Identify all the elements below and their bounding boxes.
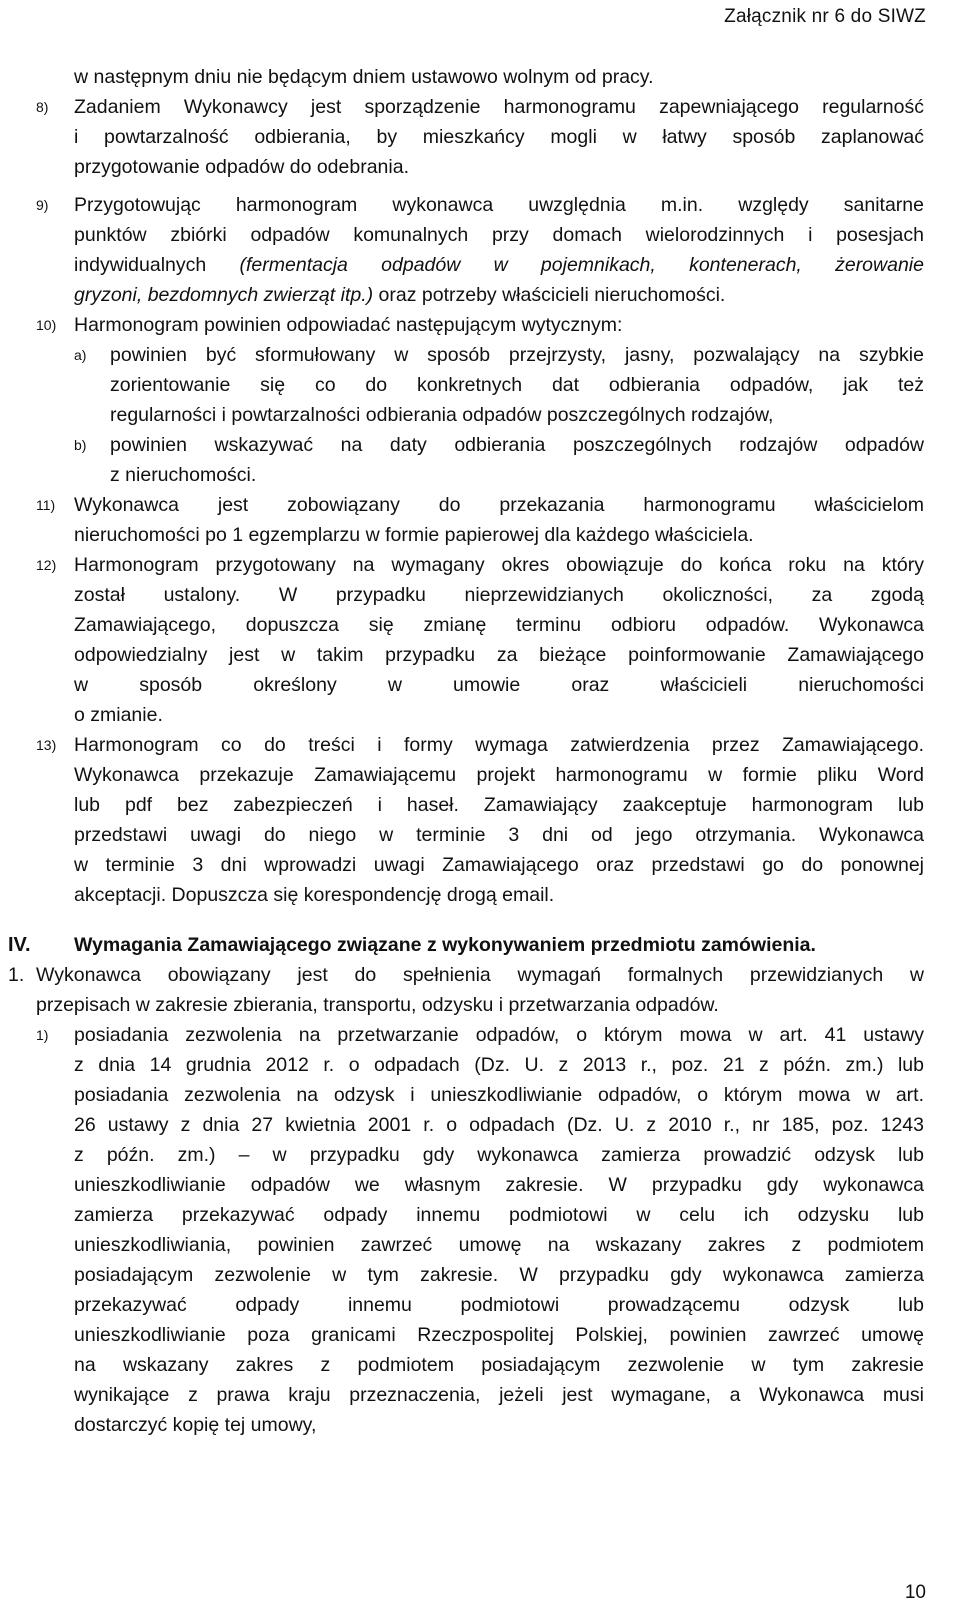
list-number: b)	[74, 437, 87, 453]
text-line: 26 ustawy z dnia 27 kwietnia 2001 r. o odpadach (Dz. U. z 2010 r., nr 185, poz. 1243	[74, 1114, 924, 1136]
text-line: został ustalony. W przypadku nieprzewidzianych okoliczności, za zgodą	[74, 584, 924, 606]
text-line: posiadania zezwolenia na odzysk i unieszkodliwianie odpadów, o którym mowa w art.	[74, 1084, 924, 1106]
text-line: i powtarzalność odbierania, by mieszkańcy mogli w łatwy sposób zaplanować	[74, 126, 924, 148]
text-line: unieszkodliwiania, powinien zawrzeć umowę na wskazany zakres z podmiotem	[74, 1234, 924, 1256]
list-number: 11)	[36, 497, 56, 513]
list-number: a)	[74, 347, 87, 363]
text-line: Zamawiającego, dopuszcza się zmianę terminu odbioru odpadów. Wykonawca	[74, 614, 924, 636]
text-line: Harmonogram przygotowany na wymagany okres obowiązuje do końca roku na który	[74, 554, 924, 576]
list-number: 12)	[36, 557, 57, 573]
text-line: przygotowanie odpadów do odebrania.	[74, 156, 409, 178]
text-line: posiadania zezwolenia na przetwarzanie odpadów, o którym mowa w art. 41 ustawy	[74, 1024, 924, 1046]
text-line: zamierza przekazywać odpady innemu podmiotowi w celu ich odzysku lub	[74, 1204, 924, 1226]
text-line: Harmonogram powinien odpowiadać następującym wytycznym:	[74, 314, 623, 336]
list-number: 10)	[36, 317, 57, 333]
text-line: Wykonawca obowiązany jest do spełnienia wymagań formalnych przewidzianych w	[36, 964, 924, 986]
list-number: 13)	[36, 737, 57, 753]
text-line: z dnia 14 grudnia 2012 r. o odpadach (Dz. U. z 2013 r., poz. 21 z późn. zm.) lub	[74, 1054, 924, 1076]
text-line: na wskazany zakres z podmiotem posiadającym zezwolenie w tym zakresie	[74, 1354, 924, 1376]
section-number: IV.	[8, 934, 31, 956]
text-line: powinien być sformułowany w sposób przejrzysty, jasny, pozwalający na szybkie	[110, 344, 924, 366]
text-line: nieruchomości po 1 egzemplarzu w formie papierowej dla każdego właściciela.	[74, 524, 754, 546]
text-line: z późn. zm.) – w przypadku gdy wykonawca zamierza prowadzić odzysk lub	[74, 1144, 924, 1166]
text-line: lub pdf bez zabezpieczeń i haseł. Zamawiający zaakceptuje harmonogram lub	[74, 794, 924, 816]
text-line: wynikające z prawa kraju przeznaczenia, jeżeli jest wymagane, a Wykonawca musi	[74, 1384, 924, 1406]
text-line: przekazywać odpady innemu podmiotowi prowadzącemu odzysk lub	[74, 1294, 924, 1316]
text-line: przepisach w zakresie zbierania, transportu, odzysku i przetwarzania odpadów.	[36, 994, 719, 1016]
text-line: posiadającym zezwolenie w tym zakresie. W przypadku gdy wykonawca zamierza	[74, 1264, 924, 1286]
text-line: Wykonawca przekazuje Zamawiającemu projekt harmonogramu w formie pliku Word	[74, 764, 924, 786]
text-line: akceptacji. Dopuszcza się korespondencję drogą email.	[74, 884, 555, 906]
text-line: przedstawi uwagi do niego w terminie 3 dni od jego otrzymania. Wykonawca	[74, 824, 924, 846]
text-line: Przygotowując harmonogram wykonawca uwzględnia m.in. względy sanitarne	[74, 194, 924, 216]
text-line: Zadaniem Wykonawcy jest sporządzenie harmonogramu zapewniającego regularność	[74, 96, 924, 118]
list-number: 8)	[36, 99, 49, 115]
text-line: w terminie 3 dni wprowadzi uwagi Zamawiającego oraz przedstawi go do ponownej	[74, 854, 924, 876]
list-number: 1.	[8, 964, 25, 986]
text-line: Wykonawca jest zobowiązany do przekazania harmonogramu właścicielom	[74, 494, 924, 516]
text-line: w następnym dniu nie będącym dniem ustawowo wolnym od pracy.	[74, 66, 654, 88]
text-line: zorientowanie się co do konkretnych dat odbierania odpadów, jak też	[110, 374, 924, 396]
section-heading: Wymagania Zamawiającego związane z wykonywaniem przedmiotu zamówienia.	[74, 934, 816, 956]
text-line: w sposób określony w umowie oraz właścicieli nieruchomości	[74, 674, 924, 696]
page-number: 10	[904, 1582, 926, 1603]
text-line: odpowiedzialny jest w takim przypadku za bieżące poinformowanie Zamawiającego	[74, 644, 924, 666]
text-line: gryzoni, bezdomnych zwierząt itp.) oraz potrzeby właścicieli nieruchomości.	[74, 284, 726, 306]
document-header: Załącznik nr 6 do SIWZ	[724, 6, 926, 27]
list-number: 1)	[36, 1027, 49, 1043]
text-line: unieszkodliwianie poza granicami Rzeczpospolitej Polskiej, powinien zawrzeć umowę	[74, 1324, 924, 1346]
text-line: regularności i powtarzalności odbierania odpadów poszczególnych rodzajów,	[110, 404, 774, 426]
text-line: powinien wskazywać na daty odbierania poszczególnych rodzajów odpadów	[110, 434, 924, 456]
text-line: punktów zbiórki odpadów komunalnych przy domach wielorodzinnych i posesjach	[74, 224, 924, 246]
text-line: Harmonogram co do treści i formy wymaga zatwierdzenia przez Zamawiającego.	[74, 734, 924, 756]
text-line: unieszkodliwianie odpadów we własnym zakresie. W przypadku gdy wykonawca	[74, 1174, 924, 1196]
list-number: 9)	[36, 197, 49, 213]
text-line: indywidualnych (fermentacja odpadów w pojemnikach, kontenerach, żerowanie	[74, 254, 924, 276]
text-line: o zmianie.	[74, 704, 163, 726]
text-line: z nieruchomości.	[110, 464, 257, 486]
text-line: dostarczyć kopię tej umowy,	[74, 1414, 317, 1436]
